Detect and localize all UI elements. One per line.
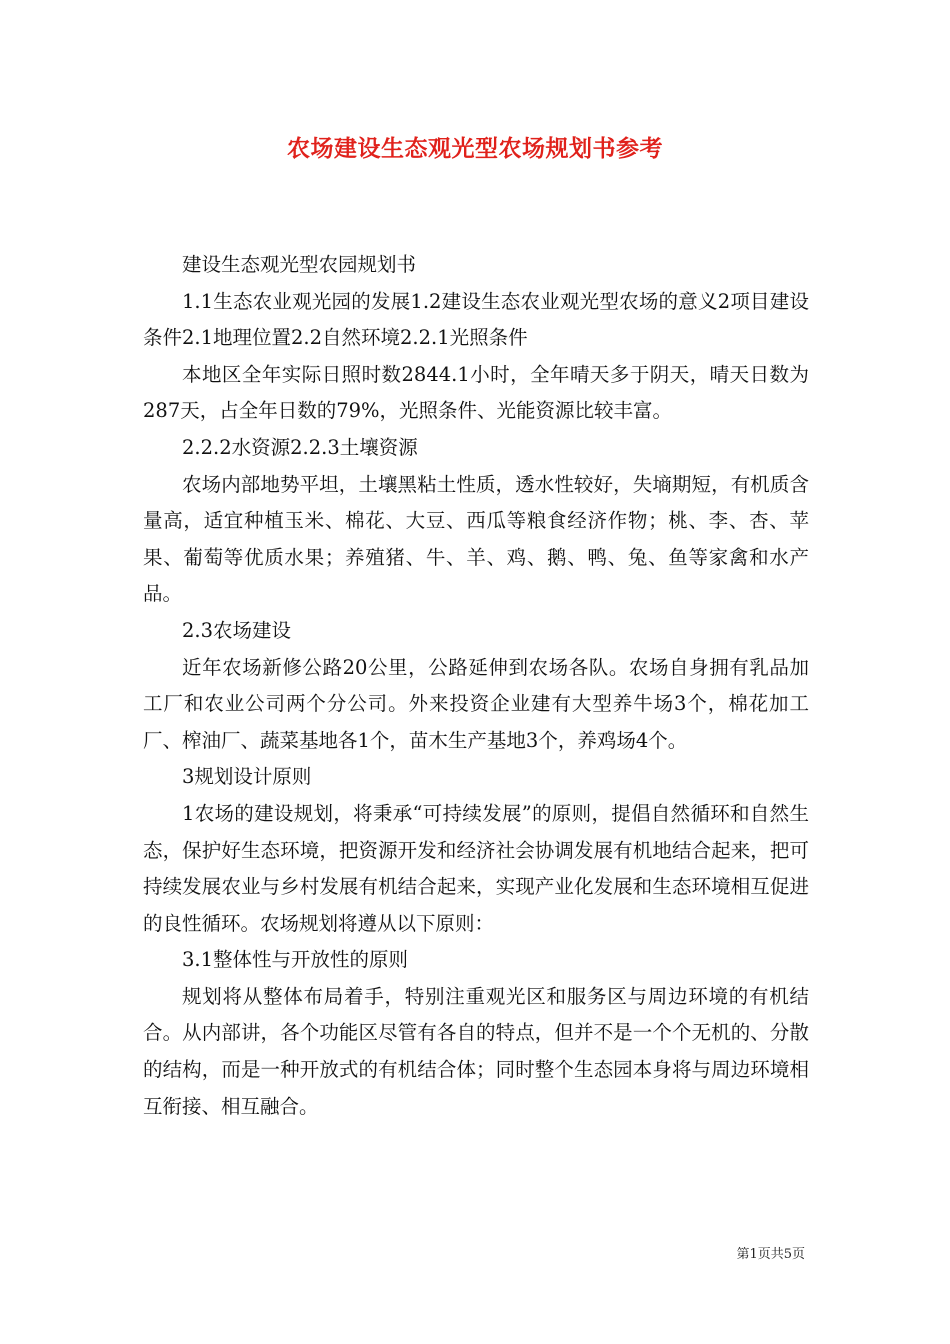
document-title: 农场建设生态观光型农场规划书参考 xyxy=(287,135,663,162)
paragraph: 建设生态观光型农园规划书 xyxy=(182,253,417,276)
paragraph: 本地区全年实际日照时数2844.1小时，全年晴天多于阴天，晴天日数为287天，占全年日数的79%，光照条件、光能资源比较丰富。 xyxy=(143,362,809,423)
page-number-footer xyxy=(736,1246,805,1264)
page-number-label: 第1页共5页 xyxy=(736,1247,805,1262)
paragraph: 3.1整体性与开放性的原则 xyxy=(182,948,409,972)
paragraph: 2.3农场建设 xyxy=(182,618,292,642)
paragraph: 1.1生态农业观光园的发展1.2建设生态农业观光型农场的意义2项目建设条件2.1地理位置2.2自然环境2.2.1光照条件 xyxy=(143,289,809,350)
paragraph: 2.2.2水资源2.2.3土壤资源 xyxy=(182,435,418,459)
paragraph: 农场内部地势平坦，土壤黑粘土性质，透水性较好，失墒期短，有机质含量高，适宜种植玉米、棉花、大豆、西瓜等粮食经济作物；桃、李、杏、苹果、葡萄等优质水果；养殖猪、牛、羊、鸡、鹅、鸭、兔、鱼等家禽和水产品。 xyxy=(143,472,809,606)
paragraph: 规划将从整体布局着手，特别注重观光区和服务区与周边环境的有机结合。从内部讲，各个功能区尽管有各自的特点，但并不是一个个无机的、分散的结构，而是一种开放式的有机结合体；同时整个生态园本身将与周边环境相互衔接、相互融合。 xyxy=(143,984,809,1118)
paragraph: 近年农场新修公路20公里，公路延伸到农场各队。农场自身拥有乳品加工厂和农业公司两个分公司。外来投资企业建有大型养牛场3个，棉花加工厂、榨油厂、蔬菜基地各1个，苗木生产基地3个，养鸡场4个。 xyxy=(143,655,809,752)
paragraph: 1农场的建设规划，将秉承“可持续发展”的原则，提倡自然循环和自然生态，保护好生态环境，把资源开发和经济社会协调发展有机地结合起来，把可持续发展农业与乡村发展有机结合起来，实现产业化发展和生态环境相互促进的良性循环。农场规划将遵从以下原则： xyxy=(143,801,809,935)
document-body xyxy=(143,247,809,1125)
paragraph: 3规划设计原则 xyxy=(182,765,312,789)
